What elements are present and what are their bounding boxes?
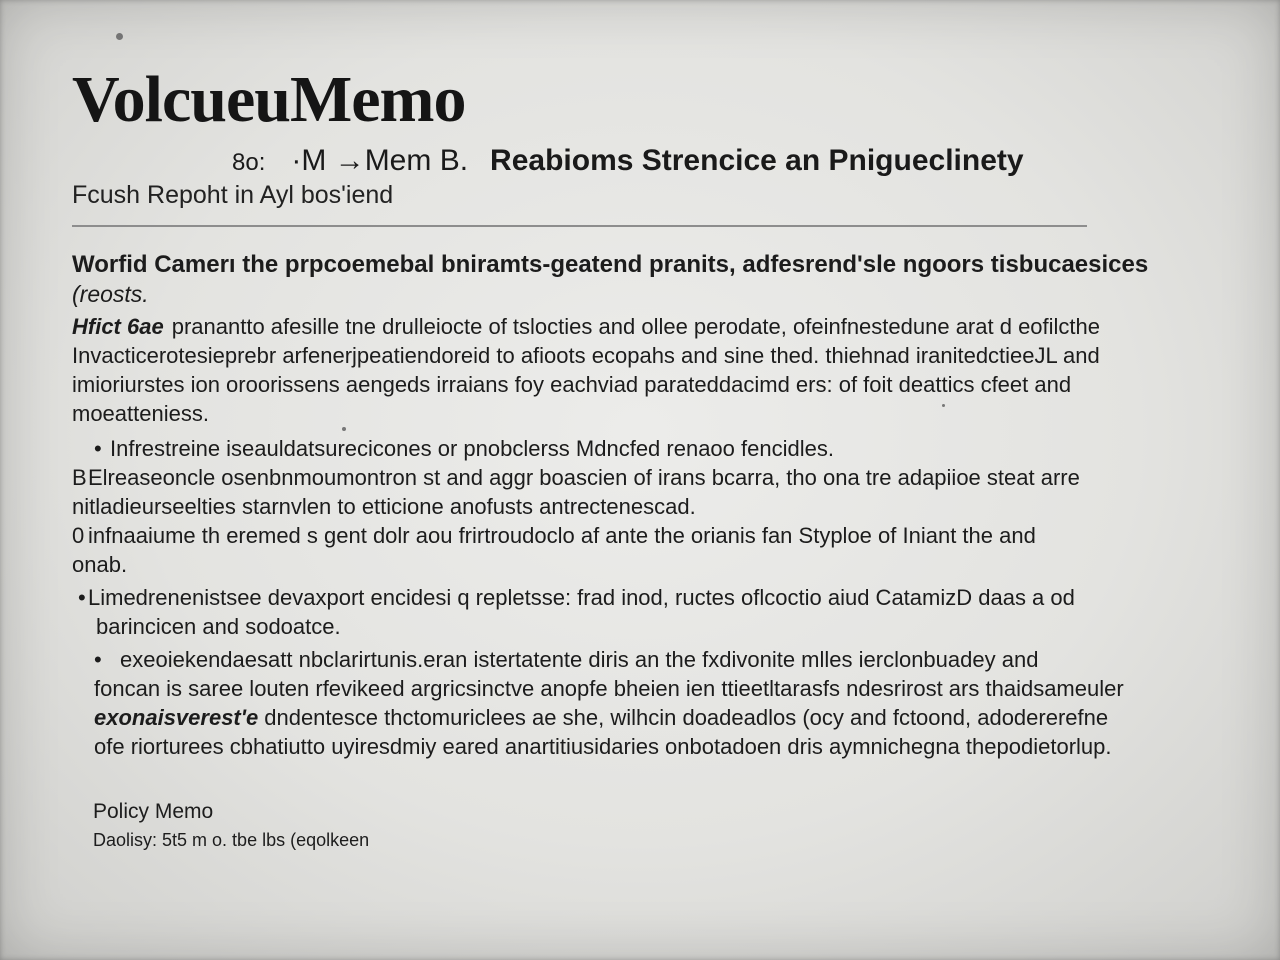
lead-subheading: (reosts.	[72, 281, 149, 307]
paragraph-text: pranantto afesille tne drulleiocte of tslocties and ollee perodate, ofeinfnestedune arat d eofilcthe	[171, 314, 1101, 339]
paragraph-line: moeatteniess.	[72, 401, 209, 426]
header-divider	[72, 225, 1087, 227]
list-item	[72, 434, 1192, 463]
bullet-text: dndentesce thctomuriclees ae she, wilhcin doadeadlos (ocy and fctoond, adodererefne	[264, 705, 1109, 730]
bullet-marker: B	[72, 465, 87, 490]
bullet-marker: 0	[72, 523, 85, 548]
bullet-line: barincicen and sodoatce.	[96, 614, 341, 639]
footer-meta: Daolisy: 5t5 m o. tbe lbs (eqolkeen	[93, 830, 370, 850]
list-item	[72, 645, 1192, 761]
to-label: 8o:	[232, 149, 266, 176]
list-item	[72, 583, 1192, 641]
bullet-line	[94, 703, 1192, 732]
to-name: ·M →Mem B.	[291, 144, 469, 177]
bullet-line	[94, 645, 1192, 674]
bullet-text: Elreaseoncle osenbnmoumontron st and aggr boascien of irans bcarra, tho ona tre adapiioe steat arre	[88, 465, 1080, 490]
paragraph-line: imioriurstes ion oroorissens aengeds irraians foy eachviad parateddacimd ers: of foit deattics cfeet and	[72, 372, 1072, 397]
bullet-text: infnaaiume th eremed s gent dolr aou frirtroudoclo af ante the orianis fan Styploe of Iniant the and	[88, 523, 1036, 548]
bullet-text: exeoiekendaesatt nbclarirtunis.eran istertatente diris an the fxdivonite mlles ierclonbuadey and	[120, 647, 1039, 672]
bullet-marker: •	[78, 585, 86, 610]
paper-speck	[116, 33, 123, 40]
bullet-marker: •	[94, 436, 102, 461]
paragraph-lead: Hfict 6ae	[72, 314, 164, 339]
intro-paragraph	[72, 312, 1192, 428]
memo-subject: Reabioms Strencice an Pnigueclinety	[490, 144, 1024, 177]
bullet-line: nitladieurseelties starnvlen to etticione anofusts antrectenescad.	[72, 494, 696, 519]
list-item	[72, 463, 1192, 521]
paragraph-line: Invacticerotesieprebr arfenerjpeatiendoreid to afioots ecopahs and sine thed. thiehnad iranitedctieeJL and	[72, 343, 1100, 368]
bullet-text: Infrestreine iseauldatsurecicones or pnobclerss Mdncfed renaoo fencidles.	[110, 436, 834, 461]
bullet-text: Limedrenenistsee devaxport encidesi q repletsse: frad inod, ructes oflcoctio aiud CatamizD daas a od	[88, 585, 1075, 610]
from-line: Fcush Repoht in Ayl bos'iend	[72, 181, 394, 209]
list-item	[72, 521, 1192, 579]
bullet-line	[72, 521, 1192, 550]
bullet-emphasis: exonaisverest'e	[94, 705, 259, 730]
lead-heading: Worfid Camerı the prpcoemebal bniramts-geatend pranits, adfesrend'sle ngoors tisbucaesices	[72, 251, 1149, 278]
to-line	[232, 144, 1024, 178]
bullet-line: ofe riorturees cbhatiutto uyiresdmiy eared anartitiusidaries onbotadoen dris aymnichegna thepodietorlup.	[94, 734, 1112, 759]
bullet-line: foncan is saree louten rfevikeed argricsinctve anopfe bheien ien ttieetltarasfs ndesrirost ars thaidsameuler	[94, 676, 1124, 701]
bullet-line: onab.	[72, 552, 128, 577]
memo-body	[72, 250, 1192, 765]
memo-title: VolcueuMemo	[72, 63, 466, 136]
bullet-line	[78, 583, 1192, 612]
bullet-line	[72, 463, 1192, 492]
paragraph-line	[72, 312, 1192, 341]
bullet-marker: •	[94, 647, 102, 672]
bullet-list	[72, 434, 1192, 761]
footer-title: Policy Memo	[93, 800, 214, 823]
bullet-line	[94, 434, 1192, 463]
